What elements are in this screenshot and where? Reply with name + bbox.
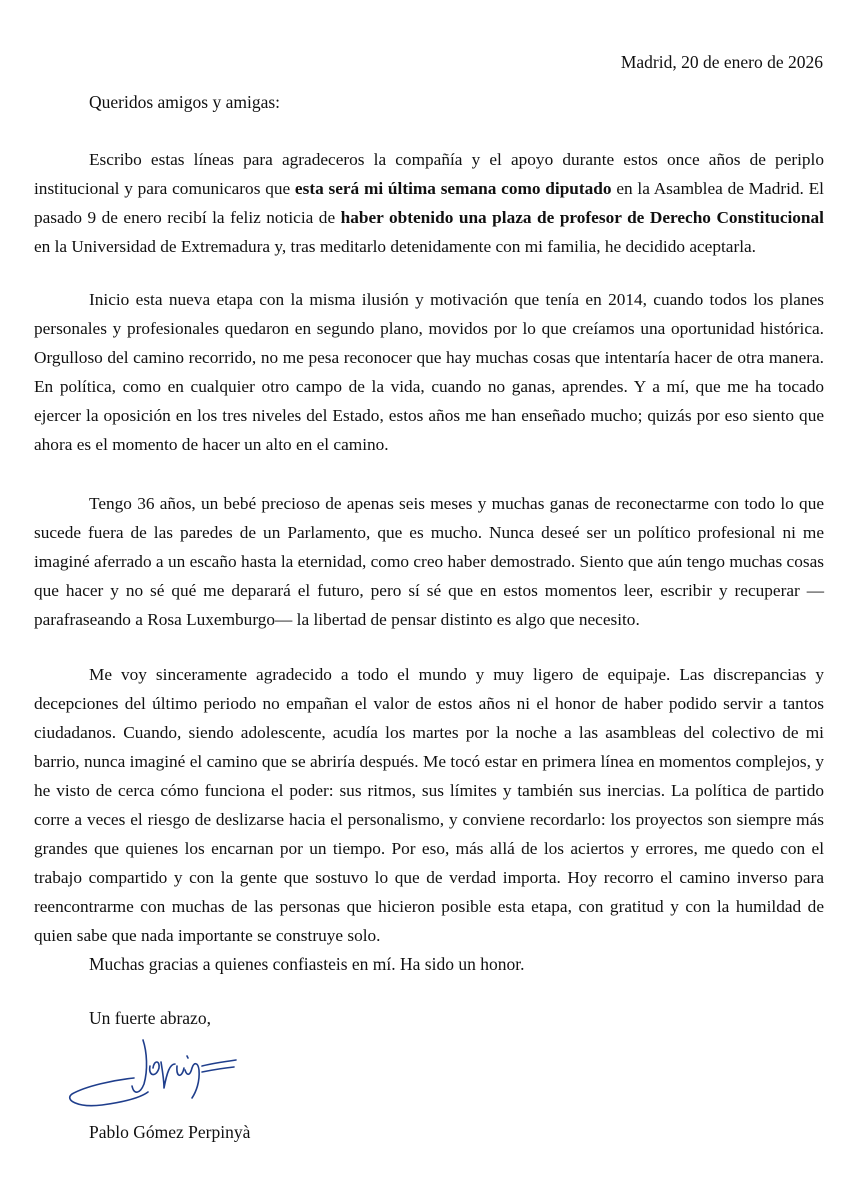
paragraph-gratitude: Me voy sinceramente agradecido a todo el mundo y muy ligero de equipaje. Las discrepancias y decepciones del último periodo no empañan el valor de estos años ni el honor de haber podido servir a tantos ciudadanos. Cuando, siendo adolescente, acudía los martes por la noche a las asambleas del colectivo de mi barrio, nunca imaginé el camino que se abriría después. Me tocó estar en primera línea en momentos complejos, y he visto de cerca cómo funciona el poder: sus ritmos, sus límites y también sus inercias. La política de partido corre a veces el riesgo de deslizarse hacia el personalismo, y conviene recordarlo: los proyectos son siempre más grandes que quienes los encarnan por un tiempo. Por eso, más allá de los aciertos y errores, me quedo con el trabajo compartido y con la gente que sostuvo lo que de verdad importa. Hoy recorro el camino inverso para reencontrarme con muchas de las personas que hicieron posible esta etapa, con gratitud y con la humildad de quien sabe que nada importante se construye solo. — [34, 665, 824, 945]
paragraph-text: Escribo estas líneas para agradeceros la compañía y el apoyo durante estos once años de periplo institucional y para comunicaros que — [34, 150, 824, 198]
letter-date: Madrid, 20 de enero de 2026 — [620, 52, 823, 72]
thanks-line: Muchas gracias a quienes confiasteis en mí. Ha sido un honor. — [89, 954, 525, 974]
letter-greeting: Queridos amigos y amigas: — [89, 92, 281, 112]
paragraph-announcement — [34, 145, 824, 261]
paragraph-text: en la Asamblea de Madrid. El pasado 9 de enero recibí la feliz noticia de — [34, 179, 824, 227]
signer-name: Pablo Gómez Perpinyà — [89, 1122, 251, 1142]
paragraph-personal: Tengo 36 años, un bebé precioso de apenas seis meses y muchas ganas de reconectarme con todo lo que sucede fuera de las paredes de un Parlamento, que es mucho. Nunca deseé ser un político profesional ni me imaginé aferrado a un escaño hasta la eternidad, como creo haber demostrado. Siento que aún tengo muchas cosas que hacer y no sé qué me deparará el futuro, pero sí sé que en estos momentos leer, escribir y recuperar —parafraseando a Rosa Luxemburgo— la libertad de pensar distinto es algo que necesito. — [34, 494, 824, 629]
paragraph-new-stage: Inicio esta nueva etapa con la misma ilusión y motivación que tenía en 2014, cuando todos los planes personales y profesionales quedaron en segundo plano, movidos por lo que creíamos una oportunidad histórica. Orgulloso del camino recorrido, no me pesa reconocer que hay muchas cosas que intentaría hacer de otra manera. En política, como en cualquier otro campo de la vida, cuando no ganas, aprendes. Y a mí, que me ha tocado ejercer la oposición en los tres niveles del Estado, estos años me han enseñado mucho; quizás por eso siento que ahora es el momento de hacer un alto en el camino. — [34, 290, 824, 454]
farewell-line: Un fuerte abrazo, — [89, 1008, 211, 1028]
bold-highlight: esta será mi última semana como diputado — [294, 179, 612, 198]
bold-highlight: haber obtenido una plaza de profesor de Derecho Constitucional — [340, 208, 824, 227]
paragraph-text: en la Universidad de Extremadura y, tras meditarlo detenidamente con mi familia, he decidido aceptarla. — [34, 237, 756, 256]
signature-icon — [64, 1028, 244, 1113]
